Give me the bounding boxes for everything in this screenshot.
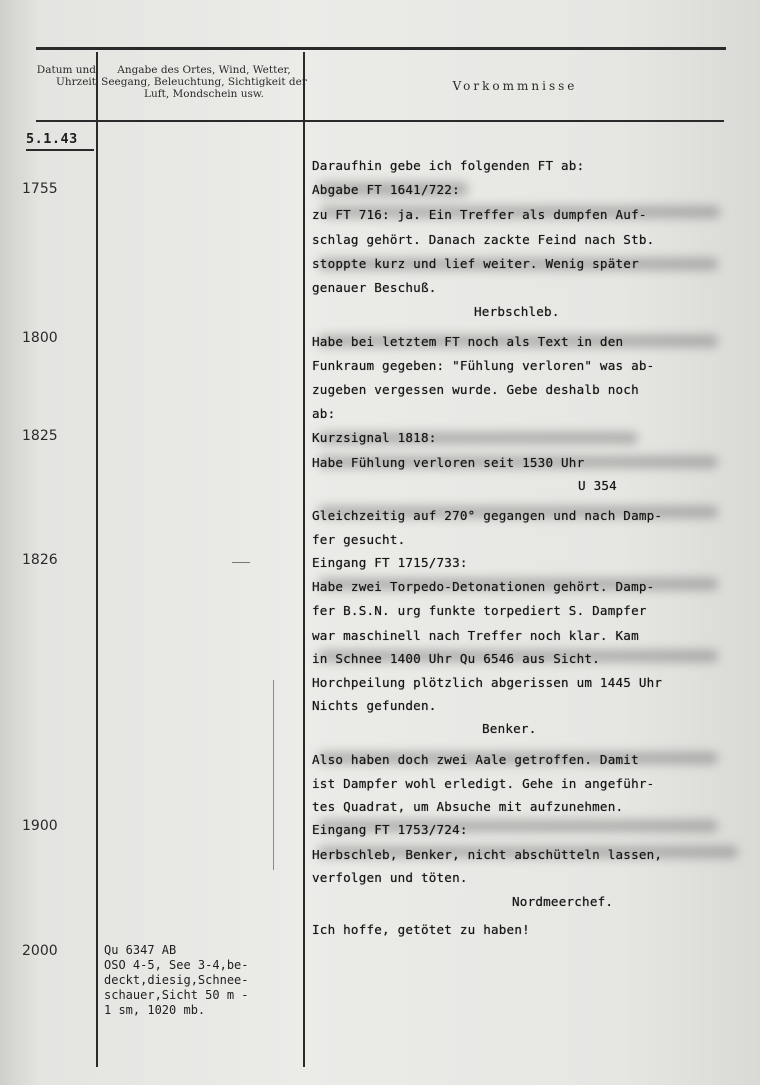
time-entry: 1825 — [22, 428, 58, 444]
event-line: genauer Beschuß. — [312, 280, 437, 295]
event-line: zugeben vergessen wurde. Gebe deshalb noch — [312, 382, 639, 397]
time-entry: 1900 — [22, 818, 58, 834]
event-line: in Schnee 1400 Uhr Qu 6546 aus Sicht. — [312, 651, 600, 666]
event-line: verfolgen und töten. — [312, 870, 468, 885]
event-line: schlag gehört. Danach zackte Feind nach Stb. — [312, 232, 655, 247]
event-line: stoppte kurz und lief weiter. Wenig später — [312, 256, 639, 271]
event-line: Habe bei letztem FT noch als Text in den — [312, 334, 624, 349]
event-line: ist Dampfer wohl erledigt. Gehe in angeführ- — [312, 776, 655, 791]
event-line: fer gesucht. — [312, 532, 406, 547]
event-signature: Nordmeerchef. — [512, 894, 614, 909]
event-line: Abgabe FT 1641/722: — [312, 182, 460, 197]
event-line: zu FT 716: ja. Ein Treffer als dumpfen Auf- — [312, 207, 647, 222]
event-line: war maschinell nach Treffer noch klar. Kam — [312, 628, 639, 643]
event-line: Nichts gefunden. — [312, 698, 437, 713]
event-line: Horchpeilung plötzlich abgerissen um 1445 Uhr — [312, 675, 663, 690]
event-line: Funkraum gegeben: "Fühlung verloren" was ab- — [312, 358, 655, 373]
event-line: Eingang FT 1715/733: — [312, 555, 468, 570]
event-line: Herbschleb, Benker, nicht abschütteln lassen, — [312, 847, 663, 862]
header-bottom-rule — [36, 120, 724, 122]
pencil-mark — [232, 562, 250, 563]
event-line: ab: — [312, 406, 336, 421]
time-entry: 2000 — [22, 943, 58, 959]
event-line: fer B.S.N. urg funkte torpediert S. Dampfer — [312, 603, 647, 618]
time-entry: 1755 — [22, 181, 58, 197]
pencil-line — [273, 680, 274, 870]
date-underline — [26, 149, 94, 151]
column-divider-date — [96, 52, 98, 1067]
event-signature: Benker. — [482, 721, 537, 736]
header-events-column: Vorkommnisse — [452, 79, 578, 93]
place-weather-entry: Qu 6347 AB OSO 4-5, See 3-4,be- deckt,diesig,Schnee- schauer,Sicht 50 m - 1 sm, 1020 mb. — [104, 943, 249, 1017]
event-signature: U 354 — [578, 478, 617, 493]
top-rule — [36, 47, 726, 50]
time-entry: 1800 — [22, 330, 58, 346]
column-divider-place — [303, 52, 305, 1067]
event-line: tes Quadrat, um Absuche mit aufzunehmen. — [312, 799, 624, 814]
event-line: Ich hoffe, getötet zu haben! — [312, 922, 530, 937]
event-signature: Herbschleb. — [474, 304, 560, 319]
header-date-column: Datum und Uhrzeit — [36, 64, 96, 88]
event-line: Daraufhin gebe ich folgenden FT ab: — [312, 158, 585, 173]
event-line: Kurzsignal 1818: — [312, 430, 437, 445]
header-place-column: Angabe des Ortes, Wind, Wetter, Seegang, Beleuchtung, Sichtigkeit der Luft, Mondschein usw. — [101, 64, 307, 100]
event-line: Gleichzeitig auf 270° gegangen und nach Damp- — [312, 508, 663, 523]
time-entry: 1826 — [22, 552, 58, 568]
event-line: Habe Fühlung verloren seit 1530 Uhr — [312, 455, 585, 470]
event-line: Habe zwei Torpedo-Detonationen gehört. Damp- — [312, 579, 655, 594]
event-line: Eingang FT 1753/724: — [312, 822, 468, 837]
entry-date: 5.1.43 — [26, 131, 78, 147]
event-line: Also haben doch zwei Aale getroffen. Damit — [312, 752, 639, 767]
